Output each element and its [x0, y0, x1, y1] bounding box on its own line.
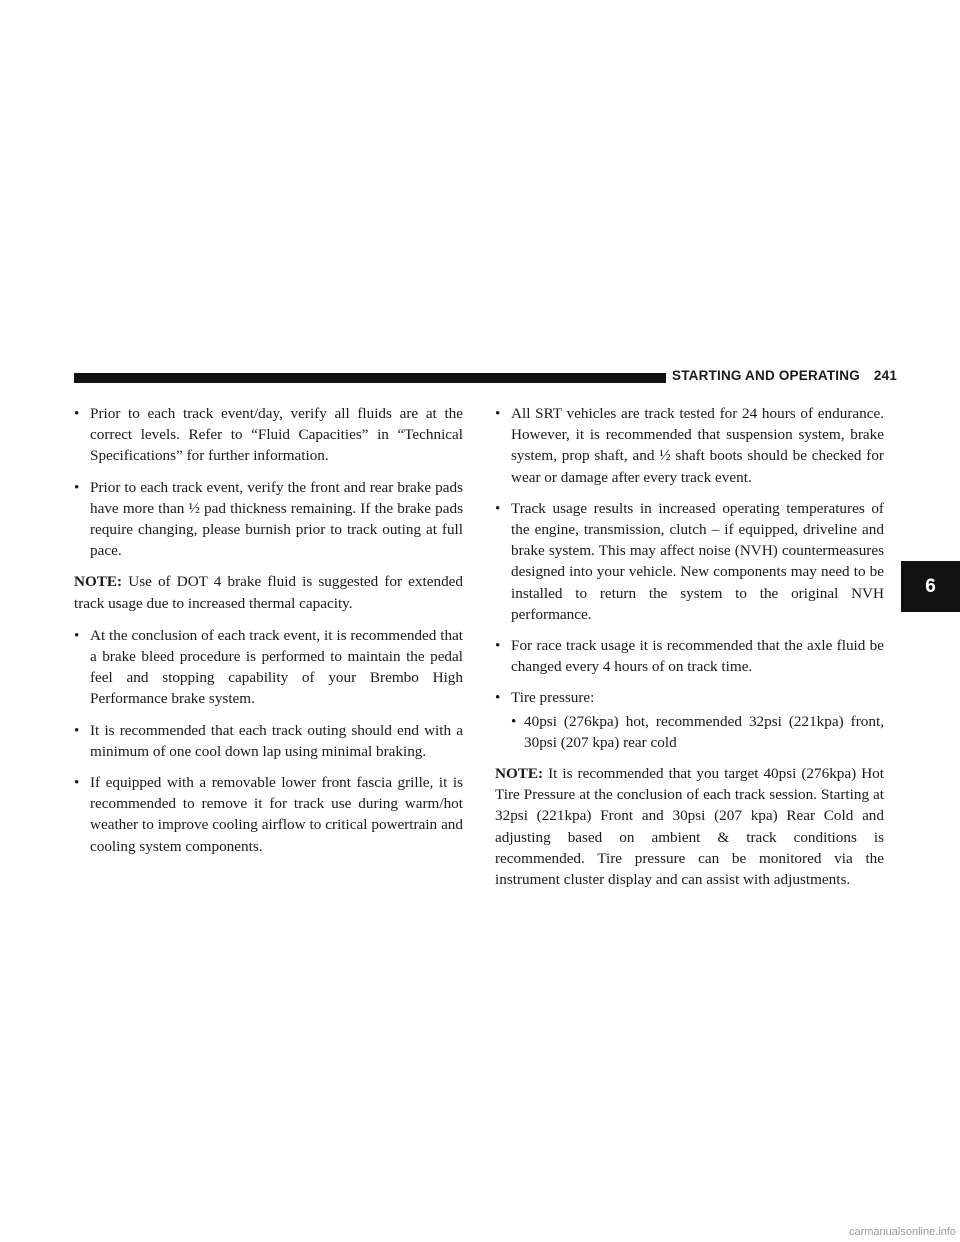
bullet-icon: •: [511, 712, 517, 730]
list-item: [74, 625, 463, 710]
left-column: [74, 403, 463, 867]
right-column: [495, 403, 884, 901]
chapter-tab: 6: [901, 561, 960, 612]
list-item: [74, 477, 463, 562]
section-title: STARTING AND OPERATING: [672, 368, 860, 383]
page-header: [672, 368, 898, 383]
bullet-icon: •: [495, 499, 501, 517]
list-item: [495, 403, 884, 488]
list-item-text: Tire pressure:: [511, 689, 595, 707]
bullet-icon: •: [495, 637, 501, 655]
list-item: [74, 720, 463, 762]
note-label: NOTE:: [74, 573, 123, 591]
list-item-text: All SRT vehicles are track tested for 24 hours of endurance. However, it is recommended that suspension system, brake system, prop shaft, and ½ shaft boots should be checked for wear or damage after every track event.: [511, 405, 884, 486]
note-label: NOTE:: [495, 765, 544, 783]
note-paragraph: [495, 763, 884, 890]
list-item-text: For race track usage it is recommended that the axle fluid be changed every 4 hours of on track time.: [511, 637, 884, 676]
list-item-text: Prior to each track event/day, verify all fluids are at the correct levels. Refer to “Fluid Capacities” in “Technical Specifications” for further information.: [90, 405, 463, 465]
note-text: Use of DOT 4 brake fluid is suggested for extended track usage due to increased thermal capacity.: [74, 573, 463, 612]
bullet-icon: •: [74, 478, 80, 496]
page-number: 241: [873, 368, 898, 383]
header-rule: [74, 373, 666, 383]
bullet-icon: •: [74, 721, 80, 739]
list-item: [495, 498, 884, 625]
list-item: [74, 403, 463, 467]
list-item-text: At the conclusion of each track event, it is recommended that a brake bleed procedure is performed to maintain the pedal feel and stopping capability of your Brembo High Performance brake system.: [90, 626, 463, 708]
list-item-text: It is recommended that each track outing should end with a minimum of one cool down lap using minimal braking.: [90, 721, 463, 760]
bullet-icon: •: [495, 405, 501, 422]
list-item: [495, 635, 884, 677]
bullet-icon: •: [74, 626, 80, 644]
note-paragraph: [74, 571, 463, 613]
watermark-text: carmanualsonline.info: [848, 1226, 956, 1238]
list-item-text: Track usage results in increased operating temperatures of the engine, transmission, clutch – if equipped, driveline and brake system. This may affect noise (NVH) countermeasures designed into your vehicle. New components may need to be installed to return the system to the original NVH performance.: [511, 499, 884, 623]
bullet-icon: •: [74, 405, 80, 422]
note-text: It is recommended that you target 40psi (276kpa) Hot Tire Pressure at the conclusion of each track session. Starting at 32psi (221kpa) Front and 30psi (207 kpa) Rear Cold and adjusting based on ambient & track conditions is recommended. Tire pressure can be monitored via the instrument cluster display and can assist with adjustments.: [495, 765, 884, 889]
bullet-icon: •: [495, 689, 501, 707]
sub-list-item: [495, 711, 884, 753]
list-item: [74, 772, 463, 857]
list-item: [495, 687, 884, 708]
sub-list-item-text: 40psi (276kpa) hot, recommended 32psi (221kpa) front, 30psi (207 kpa) rear cold: [524, 712, 884, 751]
bullet-icon: •: [74, 774, 80, 792]
list-item-text: If equipped with a removable lower front fascia grille, it is recommended to remove it for track use during warm/hot weather to improve cooling airflow to critical powertrain and cooling system components.: [90, 774, 463, 855]
list-item-text: Prior to each track event, verify the front and rear brake pads have more than ½ pad thickness remaining. If the brake pads require changing, please burnish prior to track outing at full pace.: [90, 478, 463, 560]
